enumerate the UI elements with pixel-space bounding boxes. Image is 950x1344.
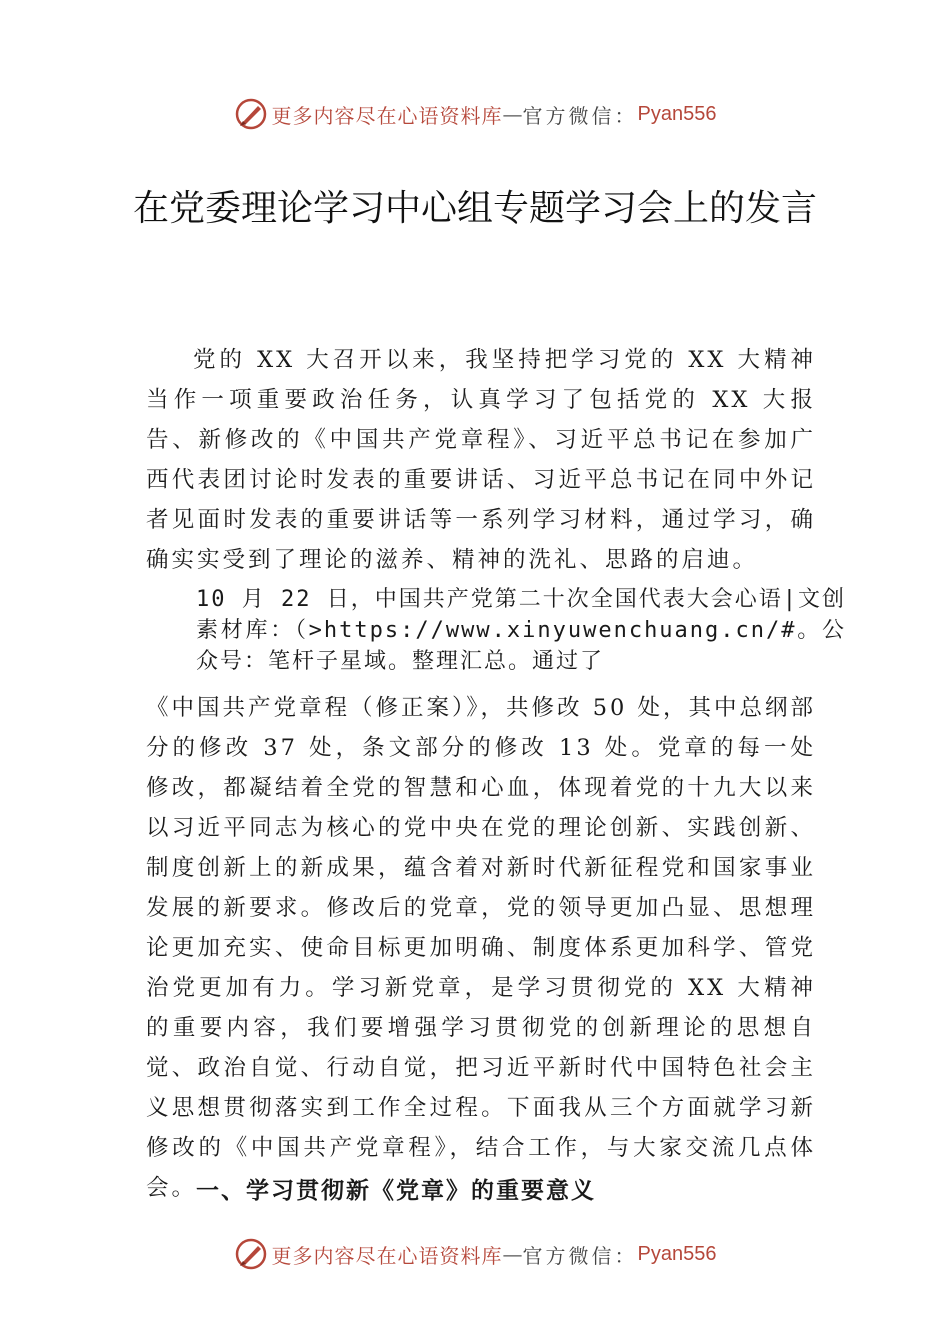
section-heading-1: 一、学习贯彻新《党章》的重要意义 bbox=[196, 1178, 596, 1204]
wechat-handle: Pyan556 bbox=[637, 102, 717, 125]
footer-banner bbox=[0, 1234, 950, 1274]
document-title: 在党委理论学习中心组专题学习会上的发言 bbox=[132, 188, 817, 229]
brand-text: 更多内容尽在心语资料库 bbox=[271, 103, 503, 128]
paragraph-body: 《中国共产党章程（修正案）》，共修改 50 处，其中总纲部分的修改 37 处，条文部分的修改 13 处。党章的每一处修改，都凝结着全党的智慧和心血，体现着党的十九大以来以习近平同志为核心的党中央在党的理论创新、实践创新、制度创新上的新成果，蕴含着对新时代新征程党和国家事业发展的新要求。修改后的党章，党的领导更加凸显、思想理论更加充实、使命目标更加明确、制度体系更加科学、管党治党更加有力。学习新党章，是学习贯彻党的 XX 大精神的重要内容，我们要增强学习贯彻党的创新理论的思想自觉、政治自觉、行动自觉，把习近平新时代中国特色社会主义思想贯彻落实到工作全过程。下面我从三个方面就学习新修改的《中国共产党章程》，结合工作，与大家交流几点体会。 bbox=[146, 695, 816, 1201]
official-wechat-label: 官方微信： bbox=[522, 103, 638, 128]
header-banner bbox=[0, 94, 950, 134]
brand-text: 更多内容尽在心语资料库 bbox=[271, 1243, 503, 1268]
official-wechat-label: 官方微信： bbox=[522, 1243, 638, 1268]
paragraph-intro: 党的 XX 大召开以来，我坚持把学习党的 XX 大精神当作一项重要政治任务，认真学习了包括党的 XX 大报告、新修改的《中国共产党章程》、习近平总书记在参加广西代表团讨论时发表的重要讲话、习近平总书记在同中外记者见面时发表的重要讲话等一系列学习材料，通过学习，确确实实受到了理论的滋养、精神的洗礼、思路的启迪。 bbox=[146, 347, 816, 573]
dash: — bbox=[502, 102, 523, 126]
dash: — bbox=[502, 1242, 523, 1266]
pen-logo-icon bbox=[234, 97, 268, 131]
pen-logo-icon bbox=[234, 1237, 268, 1271]
wechat-handle: Pyan556 bbox=[637, 1242, 717, 1265]
paragraph-source-note: 10 月 22 日，中国共产党第二十次全国代表大会心语|文创素材库：（>https://www.xinyuwenchuang.cn/#。公众号：笔杆子星域。整理汇总。通过了 bbox=[196, 587, 846, 674]
